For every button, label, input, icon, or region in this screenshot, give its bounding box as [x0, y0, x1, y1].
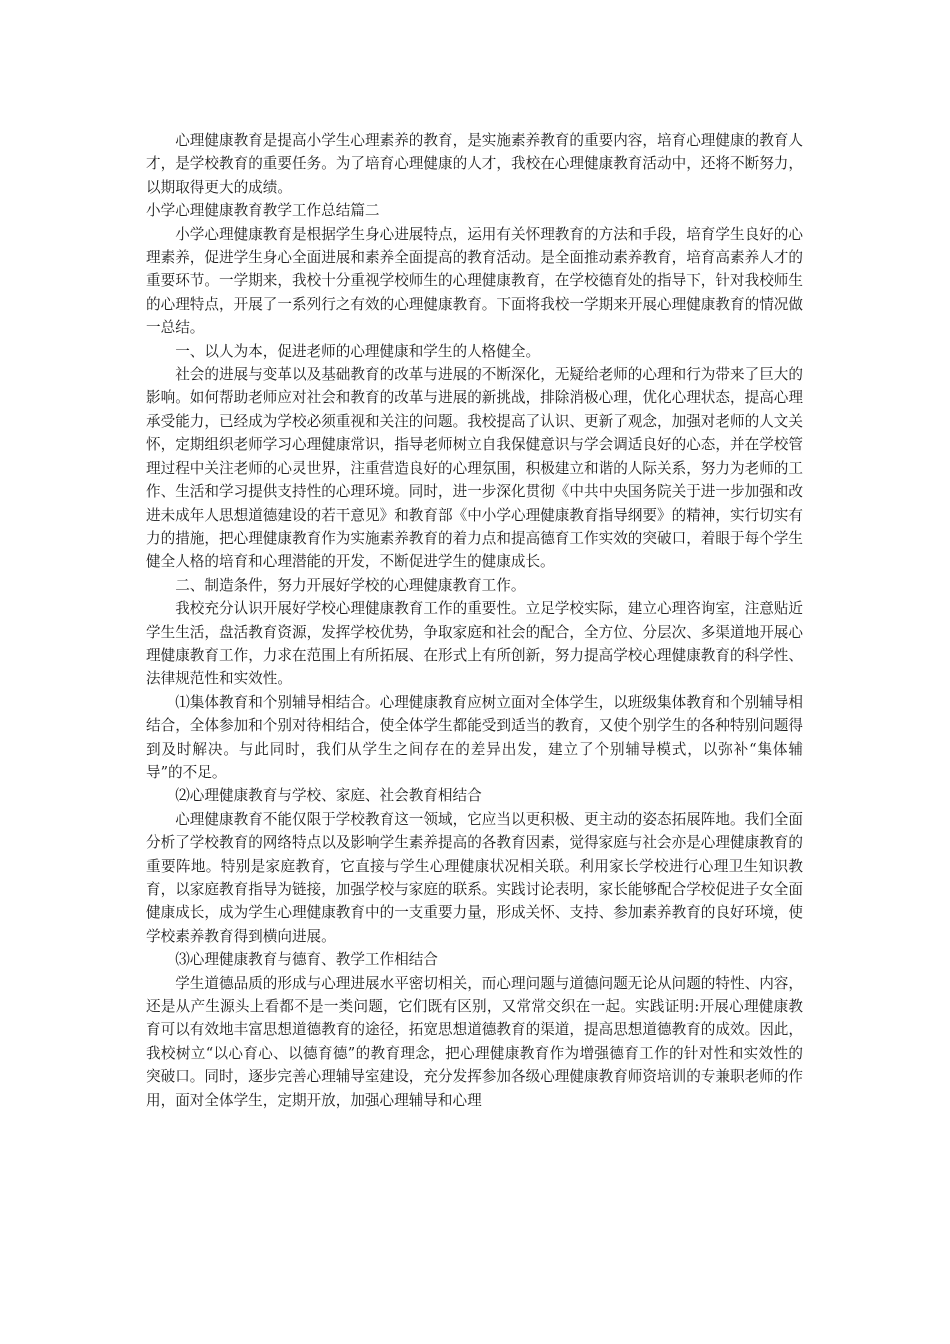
document-body — [146, 129, 803, 1112]
section-heading-one: 一、以人为本，促进老师的心理健康和学生的人格健全。 — [175, 342, 541, 360]
paragraph-item-1: ⑴集体教育和个别辅导相结合。心理健康教育应树立面对全体学生，以班级集体教育和个别辅导相结合，全体参加和个别对待相结合，使全体学生都能受到适当的教育，又使个别学生的各种特别问题得到及时解决。与此同时，我们从学生之间存在的差异出发，建立了个别辅导模式，以弥补“集体辅导”的不足。 — [146, 693, 803, 781]
subheading-item-2: ⑵心理健康教育与学校、家庭、社会教育相结合 — [175, 787, 482, 805]
subheading-item-3: ⑶心理健康教育与德育、教学工作相结合 — [175, 951, 438, 969]
paragraph-moral-education: 学生道德品质的形成与心理进展水平密切相关，而心理问题与道德问题无论从问题的特性、内容，还是从产生源头上看都不是一类问题，它们既有区别，又常常交织在一起。实践证明:开展心理健康教育可以有效地丰富思想道德教育的途径，拓宽思想道德教育的渠道，提高思想道德教育的成效。因此，我校树立“以心育心、以德育德”的教育理念，把心理健康教育作为增强德育工作的针对性和实效性的突破口。同时，逐步完善心理辅导室建设，充分发挥参加各级心理健康教育师资培训的专兼职老师的作用，面对全体学生，定期开放，加强心理辅导和心理 — [146, 974, 803, 1109]
paragraph-intro-conclusion: 心理健康教育是提高小学生心理素养的教育，是实施素养教育的重要内容，培育心理健康的教育人才，是学校教育的重要任务。为了培育心理健康的人才，我校在心理健康教育活动中，还将不断努力，以期取得更大的成绩。 — [146, 132, 803, 196]
paragraph-school-work: 我校充分认识开展好学校心理健康教育工作的重要性。立足学校实际，建立心理咨询室，注意贴近学生生活，盘活教育资源，发挥学校优势，争取家庭和社会的配合，全方位、分层次、多渠道地开展心理健康教育工作，力求在范围上有所拓展、在形式上有所创新，努力提高学校心理健康教育的科学性、法律规范性和实效性。 — [146, 600, 803, 688]
section-heading-two: 二、制造条件，努力开展好学校的心理健康教育工作。 — [175, 576, 526, 594]
paragraph-teacher-health: 社会的进展与变革以及基础教育的改革与进展的不断深化，无疑给老师的心理和行为带来了巨大的影响。如何帮助老师应对社会和教育的改革与进展的新挑战，排除消极心理，优化心理状态，提高心理承受能力，已经成为学校必须重视和关注的问题。我校提高了认识、更新了观念，加强对老师的人文关怀，定期组织老师学习心理健康常识，指导老师树立自我保健意识与学会调适良好的心态，并在学校管理过程中关注老师的心灵世界，注重营造良好的心理氛围，积极建立和谐的人际关系，努力为老师的工作、生活和学习提供支持性的心理环境。同时，进一步深化贯彻《中共中央国务院关于进一步加强和改进未成年人思想道德建设的若干意见》和教育部《中小学心理健康教育指导纲要》的精神，实行切实有力的措施，把心理健康教育作为实施素养教育的着力点和提高德育工作实效的突破口，着眼于每个学生健全人格的培育和心理潜能的开发，不断促进学生的健康成长。 — [146, 366, 803, 571]
paragraph-family-society: 心理健康教育不能仅限于学校教育这一领域，它应当以更积极、更主动的姿态拓展阵地。我们全面分析了学校教育的网络特点以及影响学生素养提高的各教育因素，觉得家庭与社会亦是心理健康教育的重要阵地。特别是家庭教育，它直接与学生心理健康状况相关联。利用家长学校进行心理卫生知识教育，以家庭教育指导为链接，加强学校与家庭的联系。实践讨论表明，家长能够配合学校促进子女全面健康成长，成为学生心理健康教育中的一支重要力量，形成关怀、支持、参加素养教育的良好环境，使学校素养教育得到横向进展。 — [146, 810, 803, 945]
paragraph-overview: 小学心理健康教育是根据学生身心进展特点，运用有关怀理教育的方法和手段，培育学生良好的心理素养，促进学生身心全面进展和素养全面提高的教育活动。是全面推动素养教育，培育高素养人才的重要环节。一学期来，我校十分重视学校师生的心理健康教育，在学校德育处的指导下，针对我校师生的心理特点，开展了一系列行之有效的心理健康教育。下面将我校一学期来开展心理健康教育的情况做一总结。 — [146, 225, 803, 337]
section-title: 小学心理健康教育教学工作总结篇二 — [146, 202, 380, 220]
